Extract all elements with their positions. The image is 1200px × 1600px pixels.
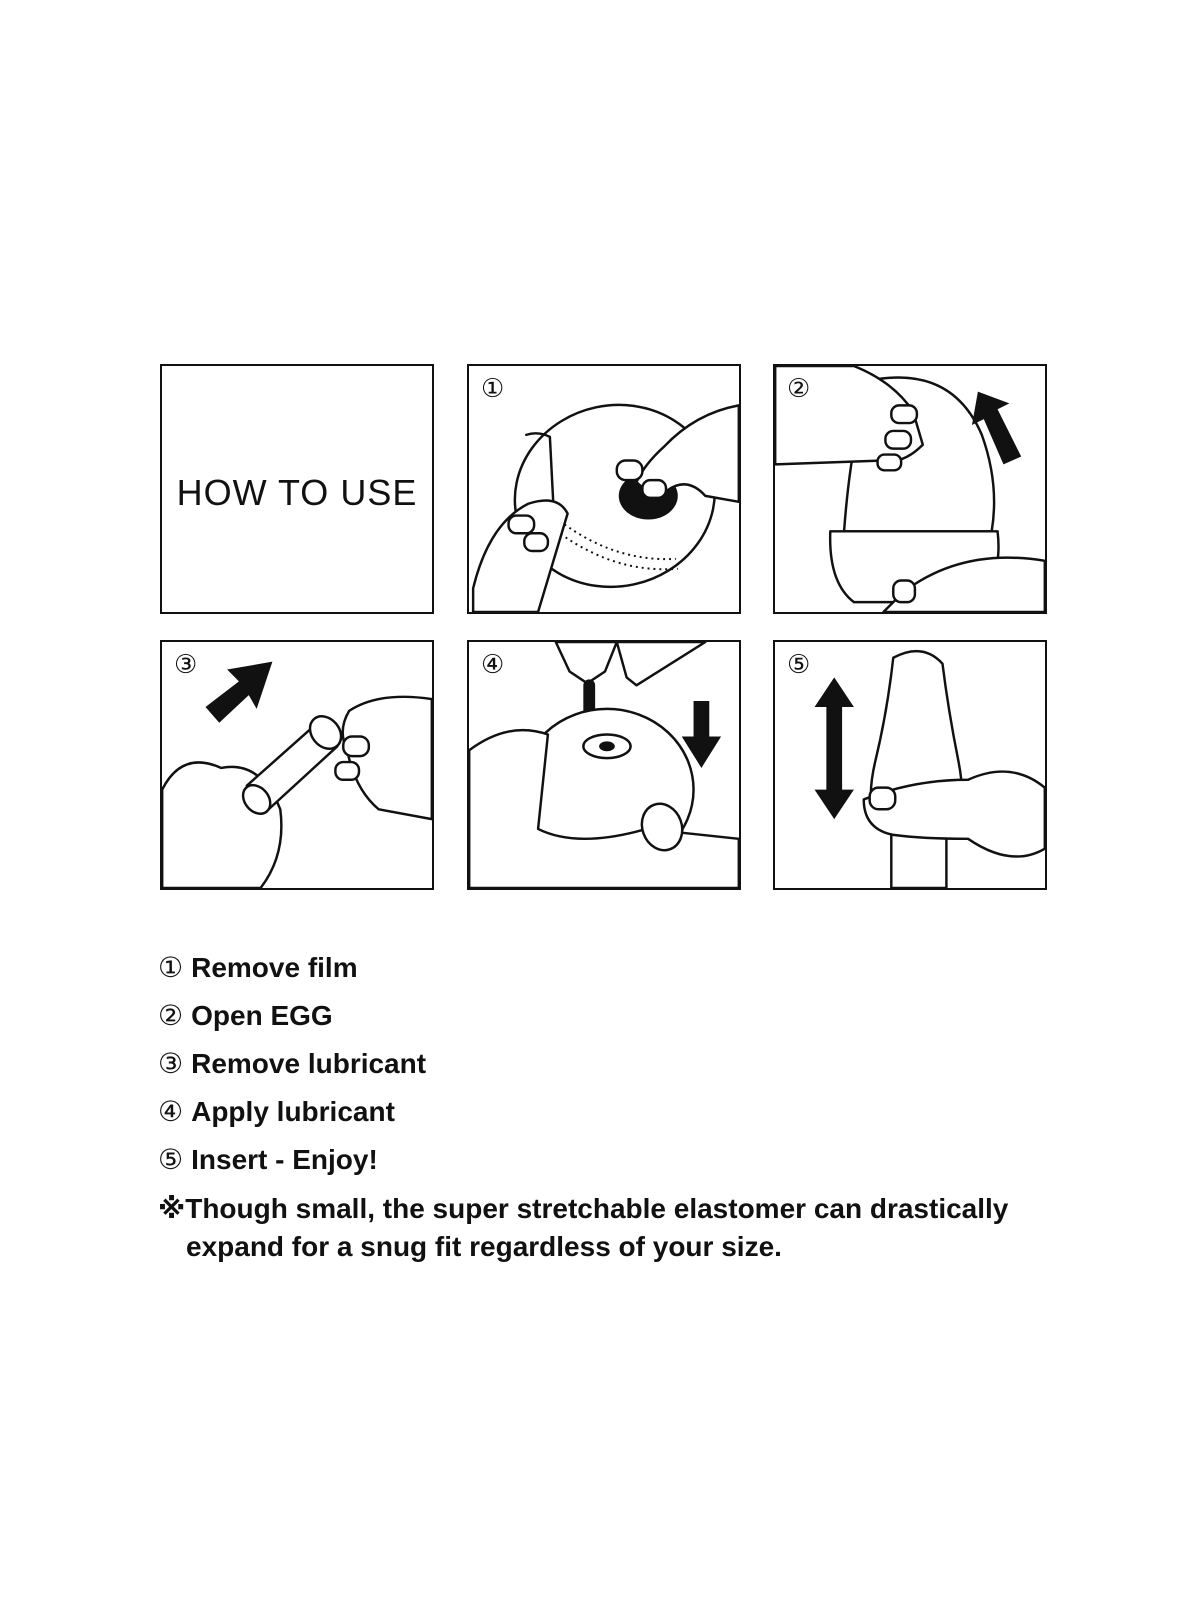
up-right-arrow-icon	[205, 662, 272, 723]
step-3-number: ③	[174, 650, 198, 680]
double-vertical-arrow-icon	[815, 677, 854, 819]
insert-drawing	[775, 642, 1045, 888]
step-5-illustration	[773, 640, 1047, 890]
step-2-number: ②	[787, 374, 811, 404]
steps-list	[158, 948, 1058, 1266]
step-item: ④ Apply lubricant	[158, 1095, 395, 1128]
page-title: HOW TO USE	[176, 472, 418, 513]
note-line-2: expand for a snug fit regardless of your size.	[186, 1231, 782, 1262]
remove-film-drawing	[469, 366, 739, 612]
step-item: ⑤ Insert - Enjoy!	[158, 1143, 378, 1176]
step-item: ① Remove film	[158, 951, 358, 984]
step-text: Remove lubricant	[191, 1048, 427, 1079]
step-5-number: ⑤	[787, 650, 811, 680]
step-4-number: ④	[481, 650, 505, 680]
step-4-illustration	[467, 640, 741, 890]
remove-lubricant-drawing	[162, 642, 432, 888]
size-note	[158, 1190, 1058, 1266]
step-2-illustration	[773, 364, 1047, 614]
step-1-number: ①	[481, 374, 505, 404]
note-line-1: ※Though small, the super stretchable elastomer can drastically	[158, 1193, 1009, 1224]
apply-lubricant-drawing	[469, 642, 739, 888]
step-text: Apply lubricant	[191, 1096, 395, 1127]
step-item: ③ Remove lubricant	[158, 1047, 427, 1080]
open-egg-drawing	[775, 366, 1045, 612]
step-item: ② Open EGG	[158, 999, 333, 1032]
step-3-illustration	[160, 640, 434, 890]
step-text: Open EGG	[191, 1000, 333, 1031]
step-1-illustration	[467, 364, 741, 614]
step-text: Remove film	[191, 952, 358, 983]
step-text: Insert - Enjoy!	[191, 1144, 378, 1175]
title-panel	[160, 364, 434, 614]
